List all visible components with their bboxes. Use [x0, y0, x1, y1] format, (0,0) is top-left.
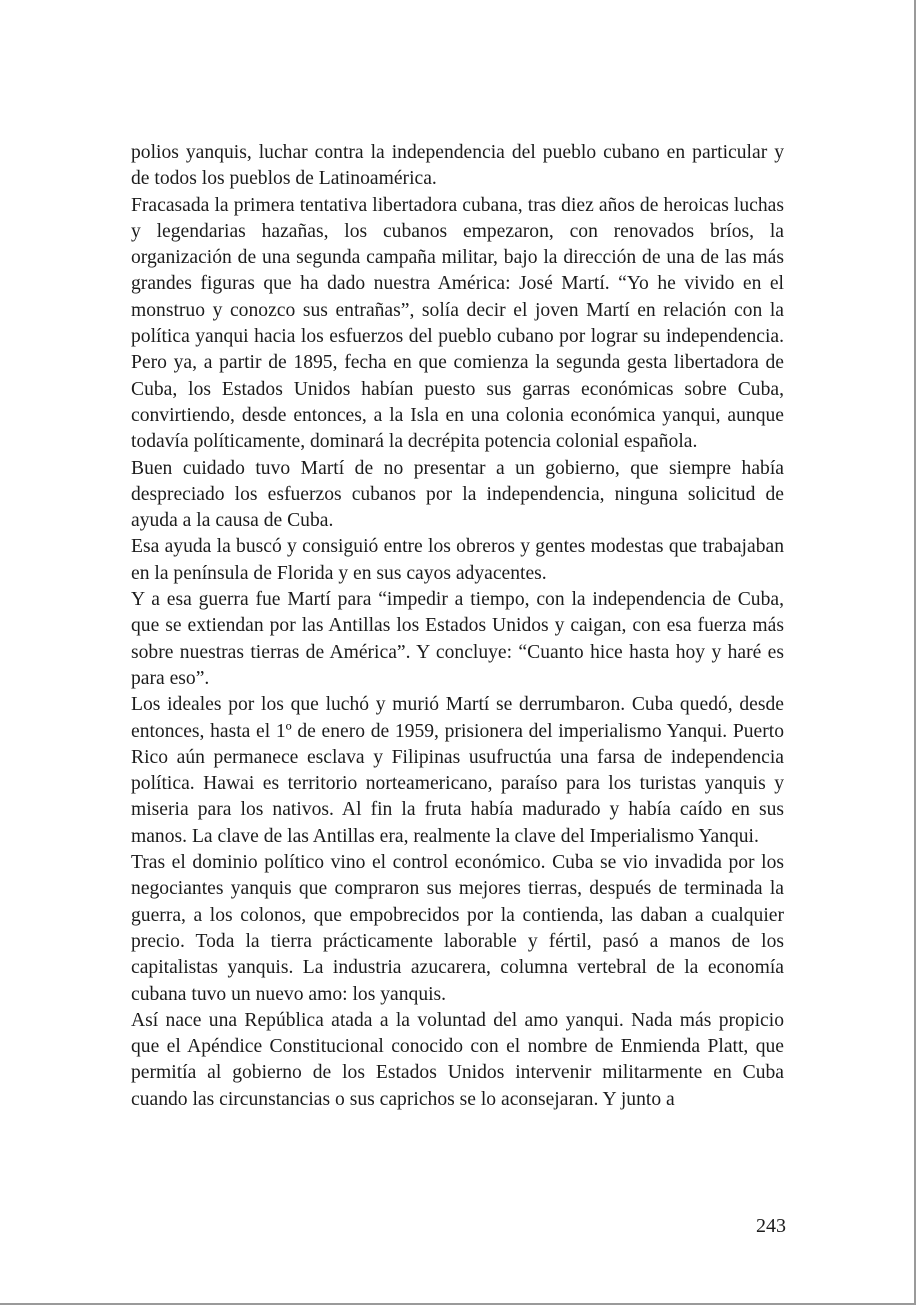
paragraph-2: Fracasada la primera tentativa libertadora cubana, tras diez años de heroicas luchas y legendarias hazañas, los cubanos empezaron, con renovados bríos, la organización de una segunda campaña militar, bajo la dirección de una de las más grandes figuras que ha dado nuestra América: José Martí. “Yo he vivido en el monstruo y conozco sus entrañas”, solía decir el joven Martí en relación con la política yanqui hacia los esfuerzos del pueblo cubano por lograr su independencia. Pero ya, a partir de 1895, fecha en que comienza la segunda gesta libertadora de Cuba, los Estados Unidos habían puesto sus garras económicas sobre Cuba, convirtiendo, desde entonces, a la Isla en una colonia económica yanqui, aunque todavía políticamente, dominará la decrépita potencia colonial española. [131, 194, 784, 453]
paragraph-6: Los ideales por los que luchó y murió Martí se derrumbaron. Cuba quedó, desde entonces, hasta el 1º de enero de 1959, prisionera del imperialismo Yanqui. Puerto Rico aún permanece esclava y Filipinas usufructúa una farsa de independencia política. Hawai es territorio norteamericano, paraíso para los turistas yanquis y miseria para los nativos. Al fin la fruta había madurado y había caído en sus manos. La clave de las Antillas era, realmente la clave del Imperialismo Yanqui. [131, 694, 784, 847]
body-text [131, 140, 784, 1113]
paragraph-3: Buen cuidado tuvo Martí de no presentar a un gobierno, que siempre había despreciado los esfuerzos cubanos por la independencia, ninguna solicitud de ayuda a la causa de Cuba. [131, 457, 784, 532]
page-number: 243 [756, 1215, 786, 1237]
paragraph-1: polios yanquis, luchar contra la independencia del pueblo cubano en particular y de todos los pueblos de Latinoamérica. [131, 142, 784, 190]
paragraph-5: Y a esa guerra fue Martí para “impedir a tiempo, con la independencia de Cuba, que se extiendan por las Antillas los Estados Unidos y caigan, con esa fuerza más sobre nuestras tierras de América”. Y concluye: “Cuanto hice hasta hoy y haré es para eso”. [131, 589, 784, 689]
paragraph-7: Tras el dominio político vino el control económico. Cuba se vio invadida por los negociantes yanquis que compraron sus mejores tierras, después de terminada la guerra, a los colonos, que empobrecidos por la contienda, las daban a cualquier precio. Toda la tierra prácticamente laborable y fértil, pasó a manos de los capitalistas yanquis. La industria azucarera, columna vertebral de la economía cubana tuvo un nuevo amo: los yanquis. [131, 852, 784, 1005]
paragraph-8: Así nace una República atada a la voluntad del amo yanqui. Nada más propicio que el Apéndice Constitucional conocido con el nombre de Enmienda Platt, que permitía al gobierno de los Estados Unidos intervenir militarmente en Cuba cuando las circunstancias o sus caprichos se lo aconsejaran. Y junto a [131, 1009, 784, 1110]
paragraph-4: Esa ayuda la buscó y consiguió entre los obreros y gentes modestas que trabajaban en la península de Florida y en sus cayos adyacentes. [131, 536, 784, 584]
